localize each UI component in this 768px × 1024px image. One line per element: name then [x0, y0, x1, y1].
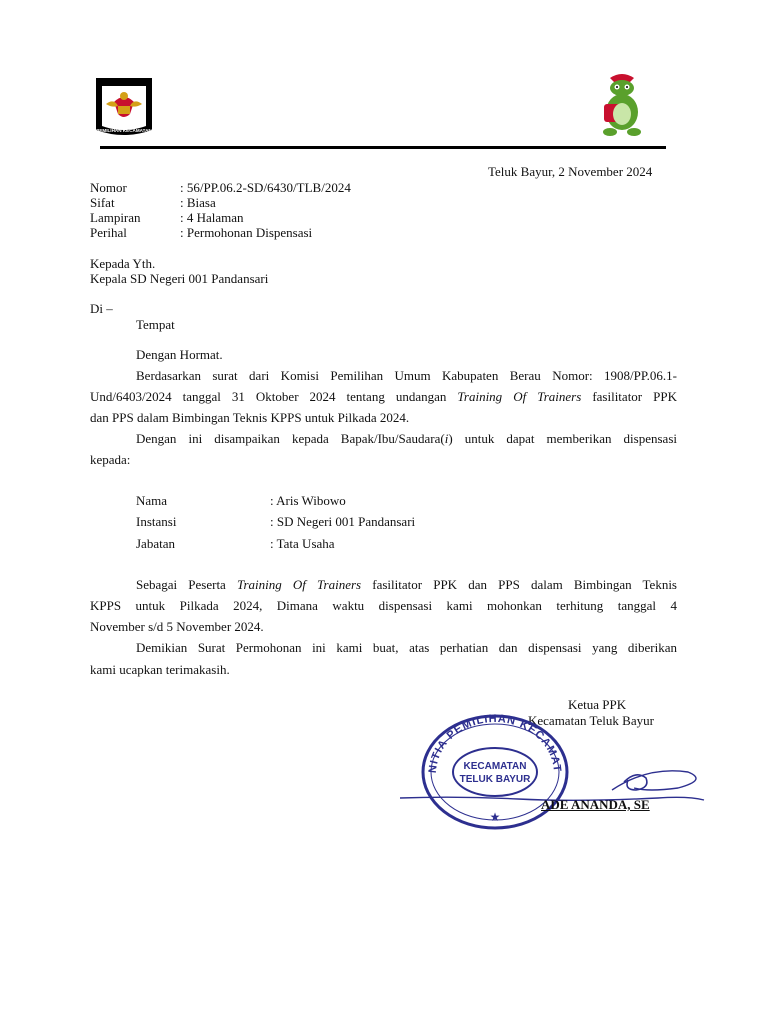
person-label-nama: Nama [136, 493, 168, 508]
p1-line3: dan PPS dalam Bimbingan Teknis KPPS untuk Pilkada 2024. [90, 410, 410, 425]
p3-line1-a: Sebagai Peserta [136, 577, 237, 592]
p2-line1-c: ) untuk dapat memberikan dispensasi [448, 431, 677, 446]
p1-line2-italic: Training Of Trainers [457, 389, 582, 404]
recipient-di: Di – [90, 301, 113, 316]
signature-name: ADE ANANDA, SE [541, 797, 650, 812]
p3-line1 [136, 577, 677, 593]
person-value-nama: : Aris Wibowo [270, 493, 346, 508]
meta-label-perihal: Perihal [90, 225, 127, 240]
p4-line2: kami ucapkan terimakasih. [90, 662, 230, 677]
recipient-line2: Kepala SD Negeri 001 Pandansari [90, 271, 269, 286]
meta-value-nomor: : 56/PP.06.2-SD/6430/TLB/2024 [180, 180, 351, 195]
logo-text-top: PANITIA [112, 74, 136, 80]
logo-text-bottom: PEMILIHAN KECAMATAN [96, 128, 152, 133]
p4-line1: Demikian Surat Permohonan ini kami buat, atas perhatian dan dispensasi yang diberikan [136, 640, 677, 655]
p3-line1-italic: Training Of Trainers [236, 577, 362, 592]
p2-line1 [136, 431, 677, 447]
p2-line2: kepada: [90, 452, 131, 467]
meta-value-lampiran: : 4 Halaman [180, 210, 244, 225]
stamp-center-line1: KECAMATAN [463, 761, 527, 772]
p3-line3: November s/d 5 November 2024. [90, 619, 264, 634]
person-value-instansi: : SD Negeri 001 Pandansari [270, 514, 416, 529]
stamp-star-icon: ★ [489, 810, 501, 824]
mascot-turtle-icon [596, 70, 648, 138]
meta-value-sifat: : Biasa [180, 195, 216, 210]
stamp-center-line2: TELUK BAYUR [459, 774, 531, 785]
p3-line2: KPPS untuk Pilkada 2024, Dimana waktu dispensasi kami mohonkan terhitung tanggal 4 [90, 598, 677, 613]
meta-label-nomor: Nomor [90, 180, 127, 195]
p1-line1: Berdasarkan surat dari Komisi Pemilihan Umum Kabupaten Berau Nomor: 1908/PP.06.1- [136, 368, 677, 383]
meta-value-perihal: : Permohonan Dispensasi [180, 225, 313, 240]
recipient-line1: Kepada Yth. [90, 256, 156, 271]
p1-line2-c: fasilitator PPK [581, 389, 677, 404]
place-date: Teluk Bayur, 2 November 2024 [488, 164, 653, 179]
p3-line1-c: fasilitator PPK dan PPS dalam Bimbingan Teknis [361, 577, 677, 592]
recipient-tempat: Tempat [136, 317, 175, 332]
stamp-ring-text: NITIA PEMILIHAN KECAMAT [426, 712, 564, 774]
p2-line1-a: Dengan ini disampaikan kepada Bapak/Ibu/Saudara( [136, 431, 445, 446]
p2-line1-italic: i [444, 431, 449, 446]
person-value-jabatan: : Tata Usaha [270, 536, 335, 551]
p1-line2 [90, 389, 677, 405]
signature-title1: Ketua PPK [568, 697, 627, 712]
kpu-logo [90, 72, 158, 138]
meta-label-sifat: Sifat [90, 195, 115, 210]
header-divider [100, 146, 666, 149]
signature-title2: Kecamatan Teluk Bayur [528, 713, 654, 728]
mascot-logo [596, 70, 648, 138]
meta-label-lampiran: Lampiran [90, 210, 141, 225]
person-label-jabatan: Jabatan [136, 536, 175, 551]
greeting: Dengan Hormat. [136, 347, 223, 362]
person-label-instansi: Instansi [136, 514, 177, 529]
p1-line2-a: Und/6403/2024 tanggal 31 Oktober 2024 tentang undangan [90, 389, 458, 404]
